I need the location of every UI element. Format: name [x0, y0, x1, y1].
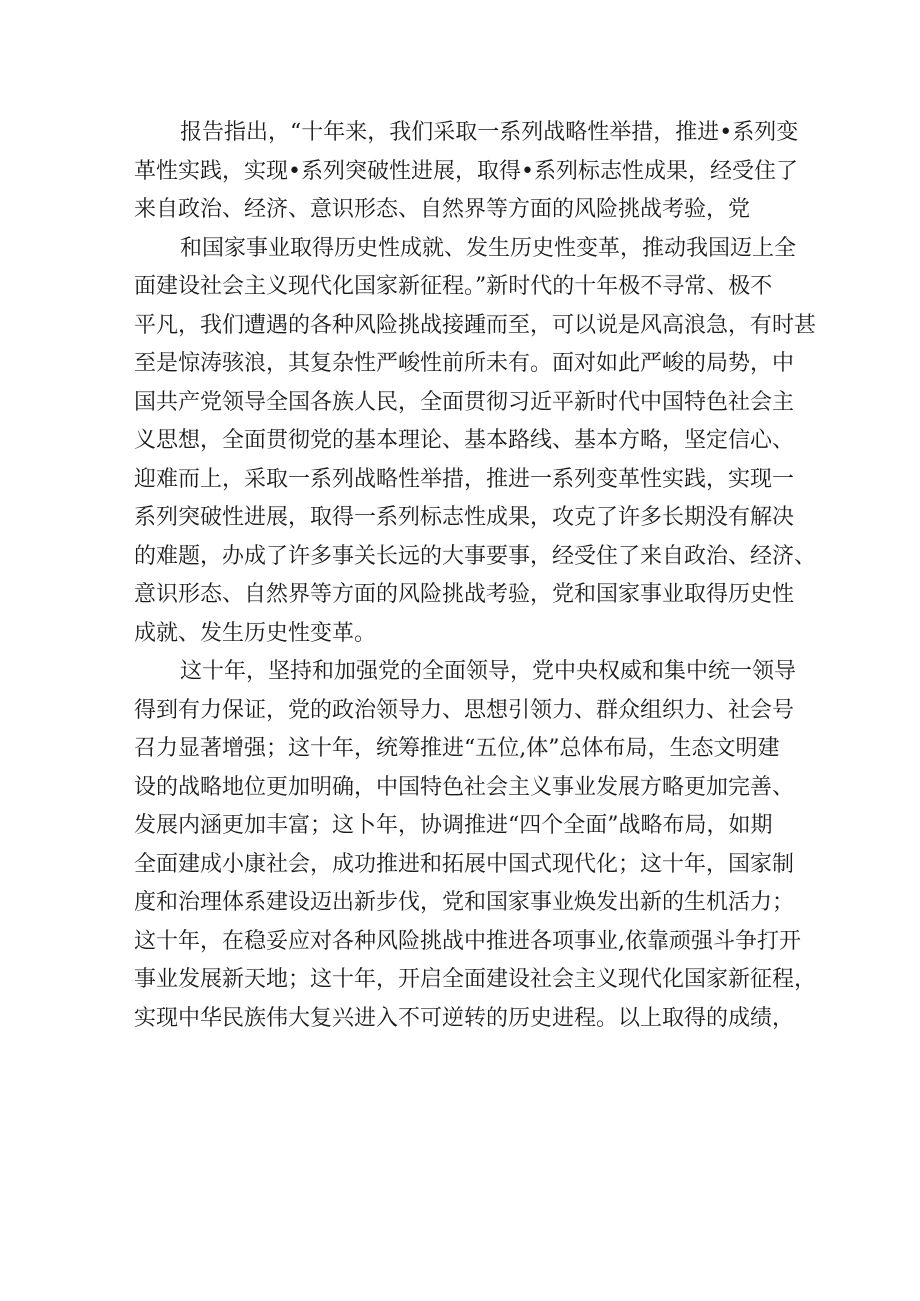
paragraph-3-line-7: 度和治理体系建设迈出新步伐，党和国家事业焕发出新的生机活力；: [134, 890, 795, 915]
paragraph-2-line-5: 国共产党领导全国各族人民，全面贯彻习近平新时代中国特色社会主: [134, 389, 795, 415]
paragraph-2-line-2: 面建设社会主义现代化国家新征程。”新时代的十年极不寻常、极不: [134, 274, 773, 299]
paragraph-2-line-11: 成就、发生历史性变革。: [134, 620, 377, 646]
paragraph-2-line-6: 义思想，全面贯彻党的基本理论、基本路线、基本方略，坚定信心、: [134, 428, 795, 453]
paragraph-3-line-8: 这十年，在稳妥应对各种风险挑战中推进各项事业,依靠顽强斗争打开: [134, 928, 801, 954]
paragraph-1-line-2: 革性实践，实现•系列突破性进展，取得•系列标志性成果，经受住了: [134, 158, 798, 184]
paragraph-3-line-4: 设的战略地位更加明确，中国特色社会主义事业发展方略更加完善、: [134, 774, 795, 800]
paragraph-2-line-1: 和国家事业取得历史性成就、发生历史性变革，推动我国迈上全: [180, 235, 797, 261]
paragraph-1-line-3: 来自政治、经济、意识形态、自然界等方面的风险挑战考验，党: [134, 197, 751, 222]
paragraph-3-line-9: 事业发展新天地；这十年，开启全面建设社会主义现代化国家新征程，: [134, 967, 817, 992]
paragraph-3-line-1: 这十年，坚持和加强党的全面领导，党中央权威和集中统一领导: [180, 659, 797, 684]
paragraph-2-line-10: 意识形态、自然界等方面的风险挑战考验，党和国家事业取得历史性: [134, 582, 795, 607]
paragraph-3-line-3: 召力显著增强；这十年，统筹推进“五位,体”总体布局，生态文明建: [134, 736, 780, 761]
paragraph-3-line-5: 发展内涵更加丰富；这卜年，协调推进“四个全面”战略布局，如期: [134, 813, 773, 838]
paragraph-2-line-7: 迎难而上，采取一系列战略性举措，推进一系列变革性实践，实现一: [134, 466, 795, 492]
paragraph-1-line-1: 报告指出，“十年来，我们采取一系列战略性举措，推进•系列变: [180, 120, 799, 145]
paragraph-3-line-6: 全面建成小康社会，成功推进和拓展中国式现代化；这十年，国家制: [134, 851, 795, 877]
paragraph-3-line-10: 实现中华民族伟大复兴进入不可逆转的历史进程。以上取得的成绩，: [134, 1005, 795, 1031]
paragraph-2-line-8: 系列突破性进展，取得一系列标志性成果，攻克了许多长期没有解决: [134, 505, 795, 530]
paragraph-3-line-2: 得到有力保证，党的政治领导力、思想引领力、群众组织力、社会号: [134, 697, 795, 723]
paragraph-2-line-3: 平凡，我们遭遇的各种风险挑战接踵而至，可以说是风高浪急，有时甚: [134, 312, 817, 338]
paragraph-2-line-4: 至是惊涛骇浪，其复杂性严峻性前所未有。面对如此严峻的局势，中: [134, 351, 795, 376]
document-body: [134, 114, 817, 1038]
paragraph-2-line-9: 的难题，办成了许多事关长远的大事要事，经受住了来自政治、经济、: [134, 543, 817, 569]
